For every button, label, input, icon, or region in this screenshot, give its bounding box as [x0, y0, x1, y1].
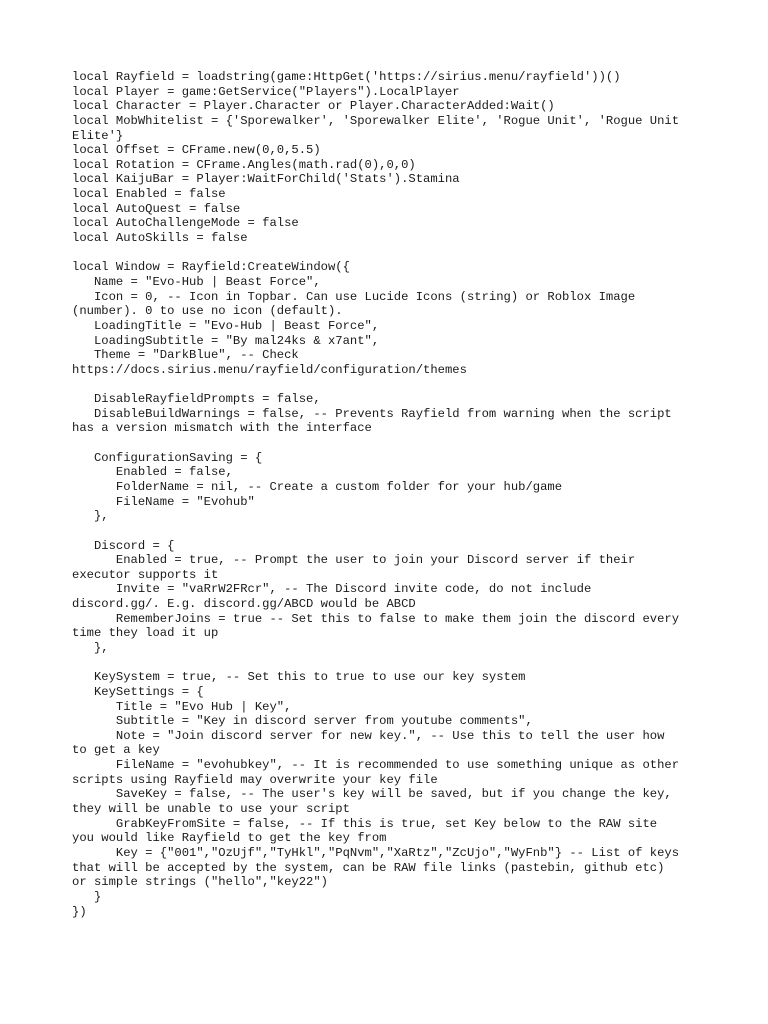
code-line: DisableBuildWarnings = false, -- Prevents Rayfield from warning when the script [72, 406, 672, 421]
code-line: Enabled = true, -- Prompt the user to join your Discord server if their [72, 553, 636, 568]
code-line: }, [72, 640, 109, 655]
code-line: KeySystem = true, -- Set this to true to use our key system [72, 670, 526, 685]
code-line: local Rotation = CFrame.Angles(math.rad(0),0,0) [72, 157, 416, 172]
blank-line [72, 436, 702, 451]
code-line: local Offset = CFrame.new(0,0,5.5) [72, 143, 321, 158]
code-line: SaveKey = false, -- The user's key will be saved, but if you change the key, [72, 787, 672, 802]
code-line: you would like Rayfield to get the key from [72, 831, 387, 846]
code-line: discord.gg/. E.g. discord.gg/ABCD would be ABCD [72, 597, 416, 612]
code-line: has a version mismatch with the interface [72, 421, 372, 436]
code-line: KeySettings = { [72, 684, 204, 699]
code-line: local Rayfield = loadstring(game:HttpGet('https://sirius.menu/rayfield'))() [72, 70, 621, 84]
code-line: Icon = 0, -- Icon in Topbar. Can use Lucide Icons (string) or Roblox Image [72, 289, 636, 304]
code-line: Subtitle = "Key in discord server from youtube comments", [72, 714, 533, 729]
blank-line [72, 377, 702, 392]
code-line: GrabKeyFromSite = false, -- If this is true, set Key below to the RAW site [72, 816, 658, 831]
code-line: RememberJoins = true -- Set this to false to make them join the discord every [72, 611, 680, 626]
code-line: Key = {"001","OzUjf","TyHkl","PqNvm","XaRtz","ZcUjo","WyFnb"} -- List of keys [72, 845, 680, 860]
code-line: LoadingTitle = "Evo-Hub | Beast Force", [72, 318, 380, 333]
code-line: }, [72, 509, 109, 524]
code-line: Discord = { [72, 538, 175, 553]
code-line: Title = "Evo Hub | Key", [72, 699, 292, 714]
code-line: ConfigurationSaving = { [72, 450, 263, 465]
code-line: time they load it up [72, 626, 219, 641]
code-line: (number). 0 to use no icon (default). [72, 304, 343, 319]
code-line: FileName = "evohubkey", -- It is recommended to use something unique as other [72, 758, 680, 773]
code-line: Elite'} [72, 128, 124, 143]
code-line: local AutoChallengeMode = false [72, 216, 299, 231]
code-line: to get a key [72, 743, 160, 758]
code-line: they will be unable to use your script [72, 802, 350, 817]
code-line: local Enabled = false [72, 187, 226, 202]
code-line: scripts using Rayfield may overwrite your key file [72, 772, 438, 787]
blank-line [72, 246, 702, 261]
code-line: executor supports it [72, 567, 219, 582]
code-line: local AutoQuest = false [72, 201, 241, 216]
code-line: local AutoSkills = false [72, 231, 248, 246]
code-line: Enabled = false, [72, 465, 233, 480]
code-line: Note = "Join discord server for new key.", -- Use this to tell the user how [72, 728, 665, 743]
code-line: local Character = Player.Character or Player.CharacterAdded:Wait() [72, 99, 555, 114]
code-line: local MobWhitelist = {'Sporewalker', 'Sporewalker Elite', 'Rogue Unit', 'Rogue Unit [72, 113, 680, 128]
code-line: local KaijuBar = Player:WaitForChild('Stats').Stamina [72, 172, 460, 187]
code-line: FolderName = nil, -- Create a custom folder for your hub/game [72, 479, 563, 494]
code-line: LoadingSubtitle = "By mal24ks & x7ant", [72, 333, 380, 348]
code-line: or simple strings ("hello","key22") [72, 875, 328, 890]
code-document [72, 70, 702, 919]
code-line: }) [72, 904, 87, 919]
code-line: DisableRayfieldPrompts = false, [72, 392, 321, 407]
code-line: Invite = "vaRrW2FRcr", -- The Discord invite code, do not include [72, 582, 592, 597]
code-line: FileName = "Evohub" [72, 494, 255, 509]
blank-line [72, 656, 702, 671]
code-line: local Player = game:GetService("Players").LocalPlayer [72, 84, 460, 99]
code-line: that will be accepted by the system, can be RAW file links (pastebin, github etc) [72, 860, 665, 875]
code-line: Name = "Evo-Hub | Beast Force", [72, 274, 321, 289]
code-line: https://docs.sirius.menu/rayfield/configuration/themes [72, 362, 467, 377]
code-line: } [72, 889, 102, 904]
blank-line [72, 524, 702, 539]
code-line: Theme = "DarkBlue", -- Check [72, 348, 299, 363]
code-line: local Window = Rayfield:CreateWindow({ [72, 260, 350, 275]
